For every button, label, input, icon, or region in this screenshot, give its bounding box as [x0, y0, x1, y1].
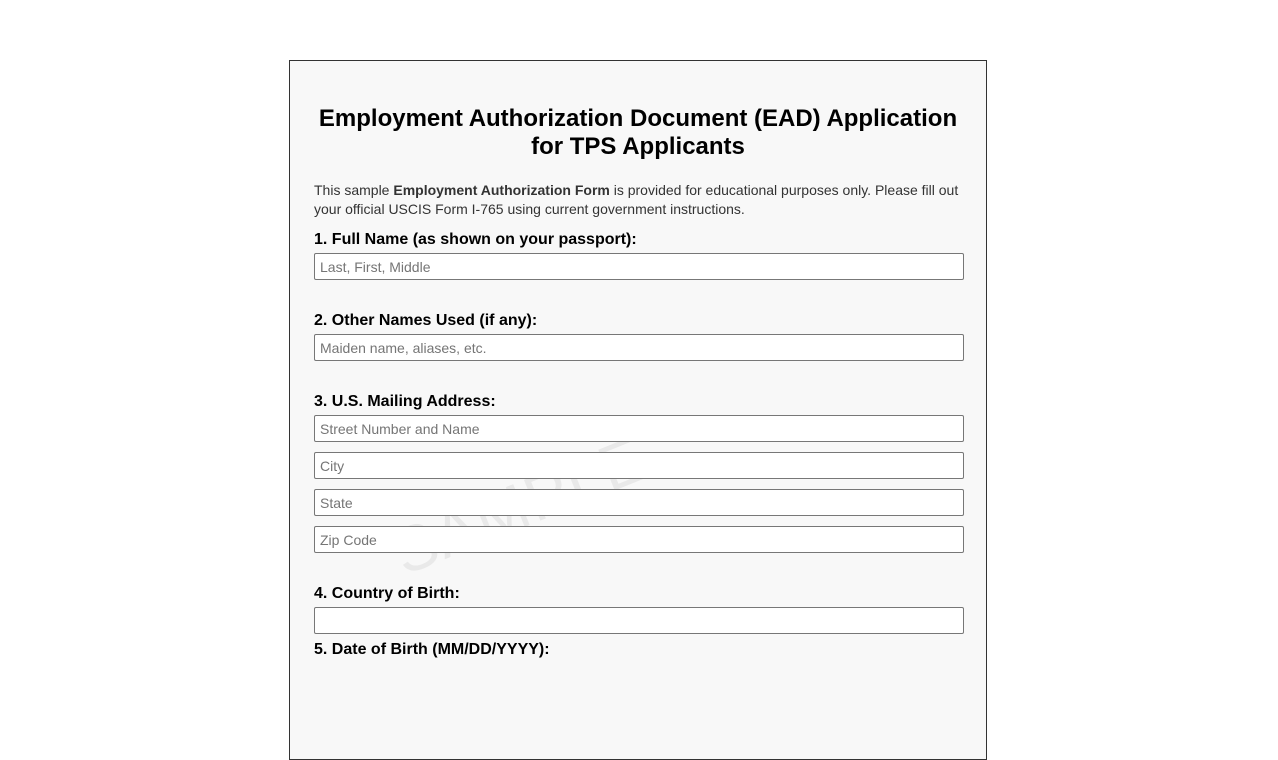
street-input[interactable] [314, 415, 964, 442]
full-name-group [314, 230, 962, 280]
mailing-address-label: 3. U.S. Mailing Address: [314, 393, 496, 410]
country-of-birth-group [314, 584, 962, 634]
intro-suffix: is provided for educational purposes only. Please fill out your official USCIS Form I-765 using current government instructions. [314, 182, 959, 217]
zip-code-input[interactable] [314, 526, 964, 553]
city-input[interactable] [314, 452, 964, 479]
application-form-card [289, 60, 987, 760]
other-names-group [314, 311, 962, 361]
form-content [314, 105, 962, 660]
intro-prefix: This sample [314, 182, 394, 198]
other-names-input[interactable] [314, 334, 964, 361]
state-input[interactable] [314, 489, 964, 516]
other-names-label: 2. Other Names Used (if any): [314, 312, 538, 329]
date-of-birth-group [314, 640, 962, 660]
intro-bold: Employment Authorization Form [393, 182, 610, 198]
intro-text [314, 181, 962, 219]
form-title: Employment Authorization Document (EAD) Application for TPS Applicants [318, 105, 958, 160]
country-of-birth-input[interactable] [314, 607, 964, 634]
date-of-birth-label: 5. Date of Birth (MM/DD/YYYY): [314, 641, 550, 658]
full-name-label: 1. Full Name (as shown on your passport): [314, 231, 637, 248]
country-of-birth-label: 4. Country of Birth: [314, 585, 460, 602]
full-name-input[interactable] [314, 253, 964, 280]
mailing-address-group [314, 392, 962, 553]
